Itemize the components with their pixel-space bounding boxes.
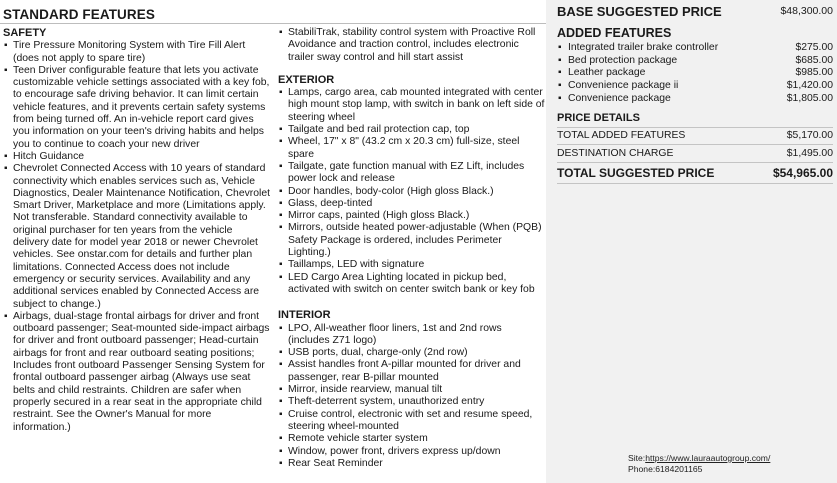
site-link[interactable]: https://www.lauraautogroup.com/ [645,453,771,463]
added-feature-label: ▪ Convenience package ii [568,80,679,92]
safety-item: ▪ Chevrolet Connected Access with 10 years of standard connectivity which enables services such as, Vehicle Diagnostics, Dealer Maintenance Notification, Chevrolet Smart Driver, Marketplace and more (Limitations apply. Not transferable. Standard connectivity available to original purchaser for ten years from the vehicle delivery date for model year 2018 or newer Chevrolet vehicles. See onstar.com for details and further plan limitations. Connected Access does not include emergency or security services. Availability and any additional services enabled by Connected Access are subject to change.) [3,163,270,311]
added-features-list [557,42,833,106]
exterior-title: EXTERIOR [278,73,335,86]
interior-title: INTERIOR [278,309,331,322]
safety-list [3,40,270,434]
safety-list-continued [278,27,546,64]
added-feature-price: $275.00 [795,42,833,53]
interior-item: ▪ Theft-deterrent system, unauthorized entry [278,396,546,408]
added-feature-item [557,55,833,68]
added-feature-price: $985.00 [795,67,833,79]
total-price-row [557,166,833,180]
total-added-row [557,130,833,141]
interior-list [278,323,546,471]
total-added-label: TOTAL ADDED FEATURES [557,130,686,141]
exterior-item: ▪ Wheel, 17" x 8" (43.2 cm x 20.3 cm) full-size, steel spare [278,136,546,161]
added-features-title: ADDED FEATURES [557,26,672,40]
destination-value: $1,495.00 [786,148,833,159]
base-price-value: $48,300.00 [780,5,833,17]
added-feature-label: ▪ Integrated trailer brake controller [568,42,719,53]
added-feature-price: $1,805.00 [786,92,833,104]
added-feature-price: $1,420.00 [786,80,833,92]
added-feature-item [557,67,833,80]
phone-line [628,464,770,475]
added-feature-item [557,42,833,55]
safety-title: SAFETY [3,27,47,39]
exterior-item: ▪ Tailgate and bed rail protection cap, top [278,124,546,136]
exterior-item: ▪ Tailgate, gate function manual with EZ Lift, includes power lock and release [278,161,546,186]
title-divider [0,23,546,24]
exterior-item: ▪ Mirror caps, painted (High gloss Black.) [278,210,546,222]
site-label: Site: [628,453,646,463]
divider [557,183,833,184]
phone-number: 6184201165 [655,463,703,474]
exterior-item: ▪ Door handles, body-color (High gloss Black.) [278,186,546,198]
exterior-list [278,87,546,296]
interior-item: ▪ LPO, All-weather floor liners, 1st and 2nd rows (includes Z71 logo) [278,323,546,348]
interior-item: ▪ Window, power front, drivers express up/down [278,446,546,458]
safety-item: ▪ Teen Driver configurable feature that lets you activate customizable vehicle settings associated with a key fob, to encourage safe driving behavior. It can limit certain vehicle features, and it prevents certain safety systems from being turned off. An in-vehicle report card gives you information on your teen's driving habits and helps you to continue to coach your new driver [3,65,270,151]
added-feature-item [557,80,833,93]
base-price-label: BASE SUGGESTED PRICE [557,4,722,19]
site-line [628,453,770,464]
added-feature-price: $685.00 [795,54,833,66]
exterior-item: ▪ Glass, deep-tinted [278,198,546,210]
added-feature-item [557,93,833,106]
exterior-item: ▪ LED Cargo Area Lighting located in pickup bed, activated with switch on center switch bank or key fob [278,272,546,297]
added-feature-label: ▪ Convenience package [568,92,671,104]
standard-features-title: STANDARD FEATURES [3,7,155,22]
interior-item: ▪ USB ports, dual, charge-only (2nd row) [278,347,546,359]
phone-label: Phone: [628,463,656,474]
divider [557,162,833,163]
features-column-right [278,27,546,470]
base-price-row [557,4,833,19]
interior-item: ▪ Assist handles front A-pillar mounted for driver and passenger, rear B-pillar mounted [278,359,546,384]
total-price-label: TOTAL SUGGESTED PRICE [557,166,715,180]
exterior-item: ▪ Taillamps, LED with signature [278,259,546,271]
added-feature-label: ▪ Bed protection package [568,54,678,66]
divider [557,127,833,128]
interior-item: ▪ Mirror, inside rearview, manual tilt [278,384,546,396]
interior-item: ▪ Rear Seat Reminder [278,458,546,470]
destination-label: DESTINATION CHARGE [557,148,674,159]
exterior-item: ▪ Mirrors, outside heated power-adjustable (When (PQB) Safety Package is ordered, includes Perimeter Lighting.) [278,222,546,259]
added-feature-label: ▪ Leather package [568,67,646,79]
safety-item: ▪ Hitch Guidance [3,151,270,163]
interior-item: ▪ Remote vehicle starter system [278,433,546,445]
divider [557,144,833,145]
safety-item: ▪ Tire Pressure Monitoring System with Tire Fill Alert (does not apply to spare tire) [3,40,270,65]
price-details-title: PRICE DETAILS [557,112,640,124]
features-column-left [3,27,270,434]
total-price-value: $54,965.00 [772,166,833,180]
safety-item: ▪ Airbags, dual-stage frontal airbags for driver and front outboard passenger; Seat-mounted side-impact airbags for driver and front outboard passenger; Head-curtain airbags for front and rear outboard seating positions; Includes front outboard Passenger Sensing System for frontal outboard passenger airbag (Always use seat belts and child restraints. Children are safer when properly secured in a rear seat in the appropriate child restraint. See the Owner's Manual for more information.) [3,311,270,434]
dealer-contact [628,453,770,474]
safety-item: ▪ StabiliTrak, stability control system with Proactive Roll Avoidance and traction control, includes electronic trailer sway control and hill start assist [278,27,546,64]
interior-item: ▪ Cruise control, electronic with set and resume speed, steering wheel-mounted [278,409,546,434]
total-added-value: $5,170.00 [786,130,833,141]
destination-row [557,148,833,159]
exterior-item: ▪ Lamps, cargo area, cab mounted integrated with center high mount stop lamp, with switch in bank on left side of steering wheel [278,87,546,124]
